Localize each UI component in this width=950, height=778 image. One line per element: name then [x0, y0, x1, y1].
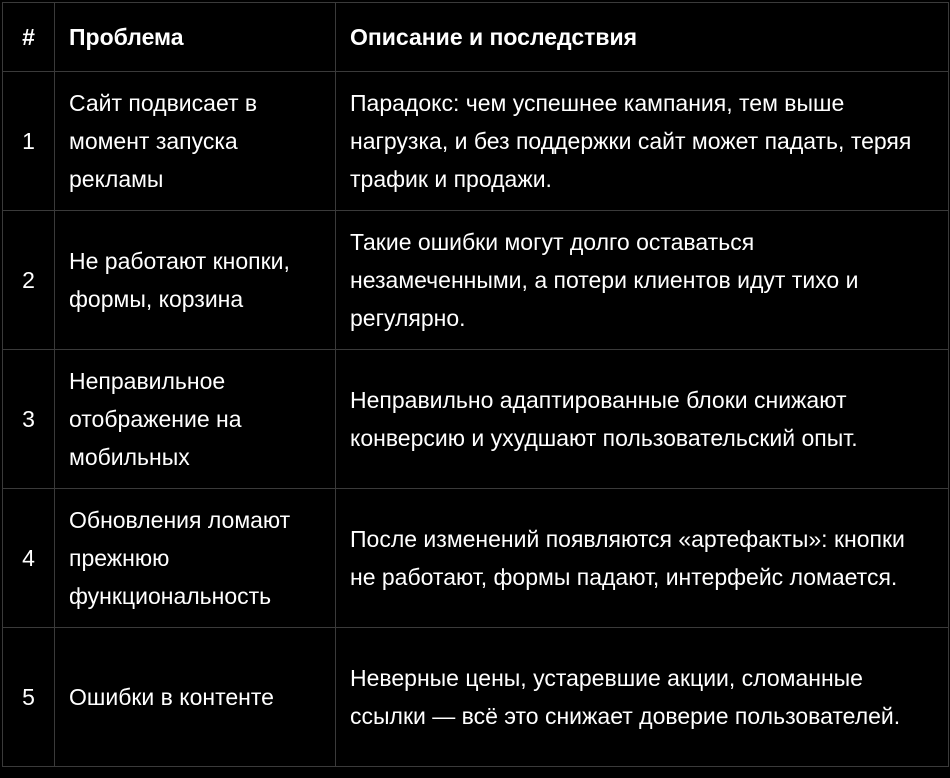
- row-problem: Обновления ломают прежнюю функциональность: [55, 489, 336, 628]
- table-row: [3, 350, 949, 489]
- row-num: 1: [3, 72, 55, 211]
- header-problem: Проблема: [55, 3, 336, 72]
- row-description: Такие ошибки могут долго оставаться незамеченными, а потери клиентов идут тихо и регулярно.: [336, 211, 949, 350]
- table-row: [3, 628, 949, 767]
- row-problem: Сайт подвисает в момент запуска рекламы: [55, 72, 336, 211]
- row-num: 5: [3, 628, 55, 767]
- row-description: Неправильно адаптированные блоки снижают конверсию и ухудшают пользовательский опыт.: [336, 350, 949, 489]
- header-num: #: [3, 3, 55, 72]
- row-description: Парадокс: чем успешнее кампания, тем выше нагрузка, и без поддержки сайт может падать, теряя трафик и продажи.: [336, 72, 949, 211]
- row-problem: Не работают кнопки, формы, корзина: [55, 211, 336, 350]
- problems-table: [2, 2, 949, 767]
- row-description: После изменений появляются «артефакты»: кнопки не работают, формы падают, интерфейс ломается.: [336, 489, 949, 628]
- row-num: 4: [3, 489, 55, 628]
- row-problem: Неправильное отображение на мобильных: [55, 350, 336, 489]
- row-description: Неверные цены, устаревшие акции, сломанные ссылки — всё это снижает доверие пользователей.: [336, 628, 949, 767]
- row-num: 2: [3, 211, 55, 350]
- row-problem: Ошибки в контенте: [55, 628, 336, 767]
- row-num: 3: [3, 350, 55, 489]
- table-row: [3, 211, 949, 350]
- table-row: [3, 72, 949, 211]
- header-description: Описание и последствия: [336, 3, 949, 72]
- table-row: [3, 489, 949, 628]
- table-header-row: [3, 3, 949, 72]
